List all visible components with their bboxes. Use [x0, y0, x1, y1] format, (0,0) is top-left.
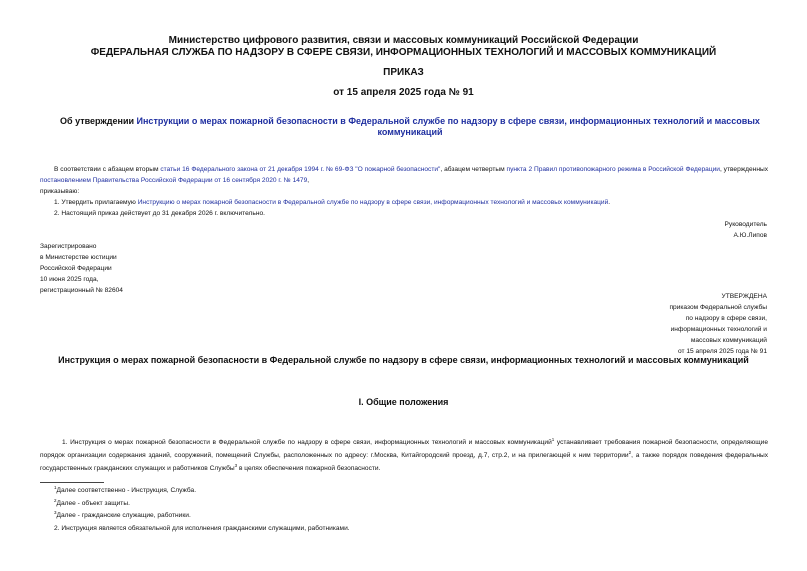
registration-line: регистрационный № 82604 — [40, 287, 123, 294]
preamble-text-2: , абзацем четвертым — [440, 166, 507, 173]
footnote-1 — [54, 485, 196, 496]
preamble-text-1: В соответствии с абзацем вторым — [54, 166, 161, 173]
subject-prefix: Об утверждении — [60, 116, 137, 126]
approval-line: от 15 апреля 2025 года № 91 — [677, 348, 767, 355]
body-text-d: в целях обеспечения пожарной безопасности. — [237, 465, 381, 472]
footnote-mark: 2 — [54, 497, 57, 503]
footnote-mark: 1 — [54, 484, 57, 490]
preamble — [40, 164, 768, 186]
order-item-1 — [54, 197, 768, 208]
approval-block — [669, 291, 767, 357]
preamble-text-3: , утвержденных — [719, 166, 768, 173]
signature-title: Руководитель — [724, 221, 767, 228]
doc-date-number: от 15 апреля 2025 года № 91 — [333, 87, 474, 98]
footnote-3 — [54, 510, 191, 521]
instruction-title: Инструкция о мерах пожарной безопасности в Федеральной службе по надзору в сфере связи, информационных технологий и массовых коммуникаций — [58, 355, 749, 365]
signature-name: А.Ю.Липов — [733, 232, 767, 239]
footnote-2 — [54, 498, 130, 509]
approval-line: по надзору в сфере связи, — [685, 315, 767, 322]
law-link[interactable]: статьи 16 Федерального закона от 21 декабря 1994 г. № 69-ФЗ "О пожарной безопасности" — [160, 166, 441, 173]
order-item-2: 2. Настоящий приказ действует до 31 декабря 2026 г. включительно. — [54, 210, 265, 217]
body-text-b: устанавливает требования пожарной безопасности, определяющие порядок организации содержания зданий, сооружений, помещений Службы, расположенных по адресу: г.Москва, Китайгородский проезд, д.7, стр.2, и на прилегающей к ним территории — [40, 439, 768, 459]
footnote-ref[interactable]: 3 — [234, 462, 238, 468]
registration-line: 10 июня 2025 года, — [40, 276, 99, 283]
approval-line: информационных технологий и — [670, 326, 767, 333]
order-word: приказываю: — [40, 188, 80, 195]
approval-line: УТВЕРЖДЕНА — [721, 293, 767, 300]
body-paragraph-1 — [40, 436, 768, 475]
footnote-text: Далее - гражданские служащие, работники. — [56, 512, 191, 519]
registration-line: Зарегистрировано — [40, 243, 97, 250]
item1-end: . — [608, 199, 611, 206]
doc-subject — [60, 116, 760, 138]
rules-link[interactable]: пункта 2 Правил противопожарного режима в Российской Федерации — [506, 166, 720, 173]
instruction-link[interactable]: Инструкцию о мерах пожарной безопасности в Федеральной службе по надзору в сфере связи, информационных технологий и массовых коммуникаций — [137, 199, 609, 206]
registration-line: Российской Федерации — [40, 265, 112, 272]
item1-text: 1. Утвердить прилагаемую — [54, 199, 138, 206]
body-text-c: , а также порядок поведения федеральных государственных гражданских служащих и работников Службы — [40, 452, 768, 472]
body-text-a: 1. Инструкция о мерах пожарной безопасности в Федеральной службе по надзору в сфере связи, информационных технологий и массовых коммуникаций — [62, 439, 552, 446]
doc-type: ПРИКАЗ — [383, 67, 424, 78]
footnote-text: Далее - объект защиты. — [56, 500, 130, 507]
footnote-divider — [40, 482, 104, 483]
resolution-link[interactable]: постановлением Правительства Российской Федерации от 16 сентября 2020 г. № 1479 — [40, 177, 308, 184]
agency-name: ФЕДЕРАЛЬНАЯ СЛУЖБА ПО НАДЗОРУ В СФЕРЕ СВЯЗИ, ИНФОРМАЦИОННЫХ ТЕХНОЛОГИЙ И МАССОВЫХ КОММУНИКАЦИЙ — [90, 47, 717, 58]
approval-line: массовых коммуникаций — [690, 337, 767, 344]
body-paragraph-2: 2. Инструкция является обязательной для исполнения гражданскими служащими, работниками. — [54, 525, 350, 532]
footnote-text: Далее соответственно - Инструкция, Служба. — [56, 487, 197, 494]
footnote-ref[interactable]: 2 — [628, 449, 632, 455]
footnote-ref[interactable]: 1 — [551, 436, 555, 442]
footnote-mark: 3 — [54, 509, 57, 515]
subject-link[interactable]: Инструкции о мерах пожарной безопасности в Федеральной службе по надзору в сфере связи, информационных технологий и массовых коммуникаций — [136, 116, 760, 137]
registration-line: в Министерстве юстиции — [40, 254, 117, 261]
ministry-name: Министерство цифрового развития, связи и массовых коммуникаций Российской Федерации — [168, 35, 639, 46]
registration-block — [40, 241, 123, 296]
section-title: I. Общие положения — [358, 397, 449, 407]
approval-line: приказом Федеральной службы — [669, 304, 767, 311]
preamble-text-4: , — [307, 177, 310, 184]
